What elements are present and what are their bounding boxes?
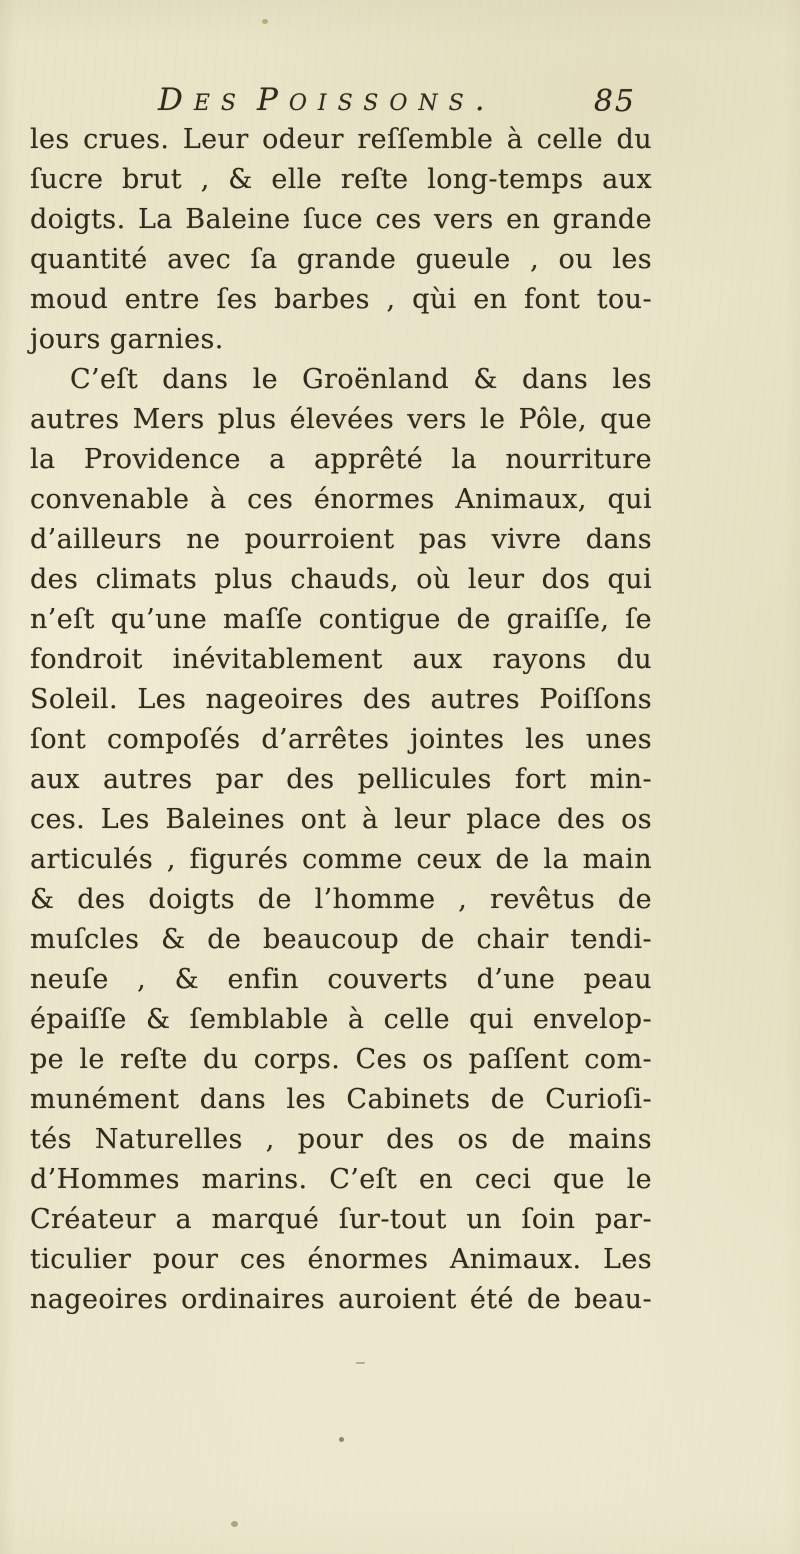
text-line: tés Naturelles , pour des os de mains [30,1124,652,1155]
text-line: articulés , figurés comme ceux de la main [30,844,652,875]
text-line: Soleil. Les nageoires des autres Poiſſons [30,684,652,715]
text-line: ſucre brut , & elle reſte long-temps aux [30,164,652,195]
page-number: 85 [593,84,636,119]
text-line: jours garnies. [30,324,224,355]
paper-speck [339,1437,344,1442]
body-text [30,120,652,1320]
text-line: moud entre ſes barbes , qùi en font tou- [30,284,652,315]
text-line: ces. Les Baleines ont à leur place des os [30,804,652,835]
running-title [158,82,496,118]
text-line: nageoires ordinaires auroient été de beau- [30,1284,652,1315]
text-line: fondroit inévitablement aux rayons du [30,644,652,675]
text-line: munément dans les Cabinets de Curioſi- [30,1084,652,1115]
paper-speck [356,1362,365,1364]
running-title-word: Poissons. [257,82,496,118]
text-line: pe le reſte du corps. Ces os paſſent com- [30,1044,652,1075]
text-line: épaiſſe & ſemblable à celle qui envelop- [30,1004,652,1035]
text-line: aux autres par des pellicules fort min- [30,764,652,795]
running-title-word: Des [158,82,247,118]
text-line: ſont compoſés d’arrêtes jointes les unes [30,724,652,755]
paper-speck [262,19,268,24]
text-line: n’eſt qu’une maſſe contigue de graiſſe, ſe [30,604,652,635]
text-line: autres Mers plus élevées vers le Pôle, que [30,404,652,435]
text-line: convenable à ces énormes Animaux, qui [30,484,652,515]
text-line: Créateur a marqué ſur-tout un ſoin par- [30,1204,652,1235]
text-line: muſcles & de beaucoup de chair tendi- [30,924,652,955]
text-line: & des doigts de l’homme , revêtus de [30,884,652,915]
text-line: neuſe , & enfin couverts d’une peau [30,964,652,995]
text-line: la Providence a apprêté la nourriture [30,444,652,475]
text-line: les crues. Leur odeur reſſemble à celle du [30,124,652,155]
text-line: d’ailleurs ne pourroient pas vivre dans [30,524,652,555]
text-line: des climats plus chauds, où leur dos qui [30,564,652,595]
paper-speck [231,1521,238,1527]
text-line: C’eſt dans le Groënland & dans les [70,364,652,395]
text-line: quantité avec ſa grande gueule , ou les [30,244,652,275]
text-line: ticulier pour ces énormes Animaux. Les [30,1244,652,1275]
text-line: d’Hommes marins. C’eſt en ceci que le [30,1164,652,1195]
text-line: doigts. La Baleine ſuce ces vers en grande [30,204,652,235]
